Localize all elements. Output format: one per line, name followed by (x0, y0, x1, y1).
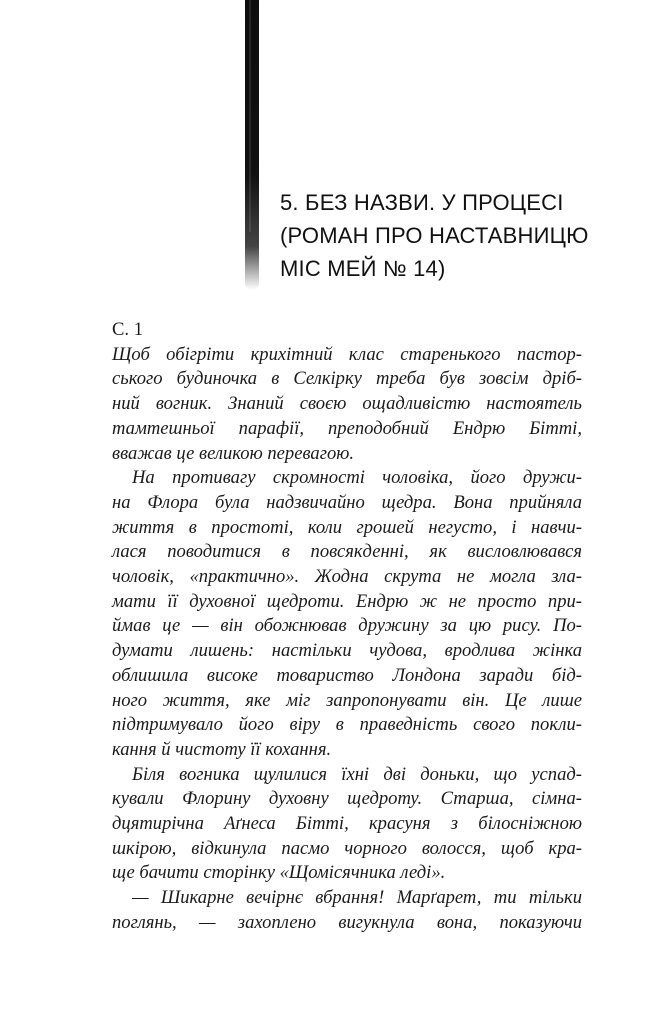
text-line: життя в простоті, коли грошей негусто, і навчи- (112, 516, 582, 538)
text-line: — Шикарне вечірнє вбрання! Марґарет, ти тільки (132, 887, 582, 909)
text-line: лася поводитися в повсякденні, як висловлювався (112, 541, 582, 563)
text-line: на Флора була надзвичайно щедра. Вона прийняла (112, 491, 582, 513)
text-line: На противагу скромності чоловіка, його дружи- (132, 467, 582, 489)
text-line: ще бачити сторінку «Щомісячника леді». (112, 862, 446, 884)
text-line: вважав це великою перевагою. (112, 442, 354, 464)
text-line: поглянь, — захоплено вигукнула вона, показуючи (112, 911, 582, 933)
text-line: Біля вогника щулилися їхні дві доньки, що успад- (132, 763, 582, 785)
chapter-title-line: (РОМАН ПРО НАСТАВНИЦЮ (280, 223, 589, 248)
text-line: Щоб обігріти крихітний клас старенького пастор- (112, 343, 582, 365)
text-line: мати її духовної щедроти. Ендрю ж не просто при- (112, 590, 582, 612)
text-line: тамтешньої парафії, преподобний Ендрю Бітті, (112, 417, 582, 439)
chapter-title (280, 186, 600, 285)
text-line: думати лишень: настільки чудова, вродлива жінка (112, 640, 582, 662)
chapter-title-line: 5. БЕЗ НАЗВИ. У ПРОЦЕСІ (280, 190, 564, 215)
text-line: кували Флорину духовну щедроту. Старша, сімна- (112, 788, 582, 810)
text-line: підтримувало його віру в праведність свого покли- (112, 714, 582, 736)
text-line: облишила високе товариство Лондона заради бід- (112, 664, 582, 686)
text-line: чоловік, «практично». Жодна скрута не могла зла- (112, 566, 582, 588)
text-line: ського будиночка в Селкірку треба був зовсім дріб- (112, 368, 582, 390)
text-line: ного життя, яке міг запропонувати він. Це лише (112, 689, 582, 711)
body-text (112, 318, 582, 936)
text-line: дцятирічна Аґнеса Бітті, красуня з білосніжною (112, 813, 582, 835)
text-line: шкірою, відкинула пасмо чорного волосся, щоб кра- (112, 837, 582, 859)
brush-stroke-decoration (245, 0, 259, 290)
text-line: ймав це — він обожнював дружину за цю рису. По- (112, 615, 582, 637)
chapter-title-line: МІС МЕЙ № 14) (280, 256, 446, 281)
text-line: ний вогник. Знаний своєю ощадливістю настоятель (112, 393, 582, 415)
page-reference: С. 1 (112, 319, 143, 340)
text-line: кання й чистоту її кохання. (112, 738, 332, 760)
